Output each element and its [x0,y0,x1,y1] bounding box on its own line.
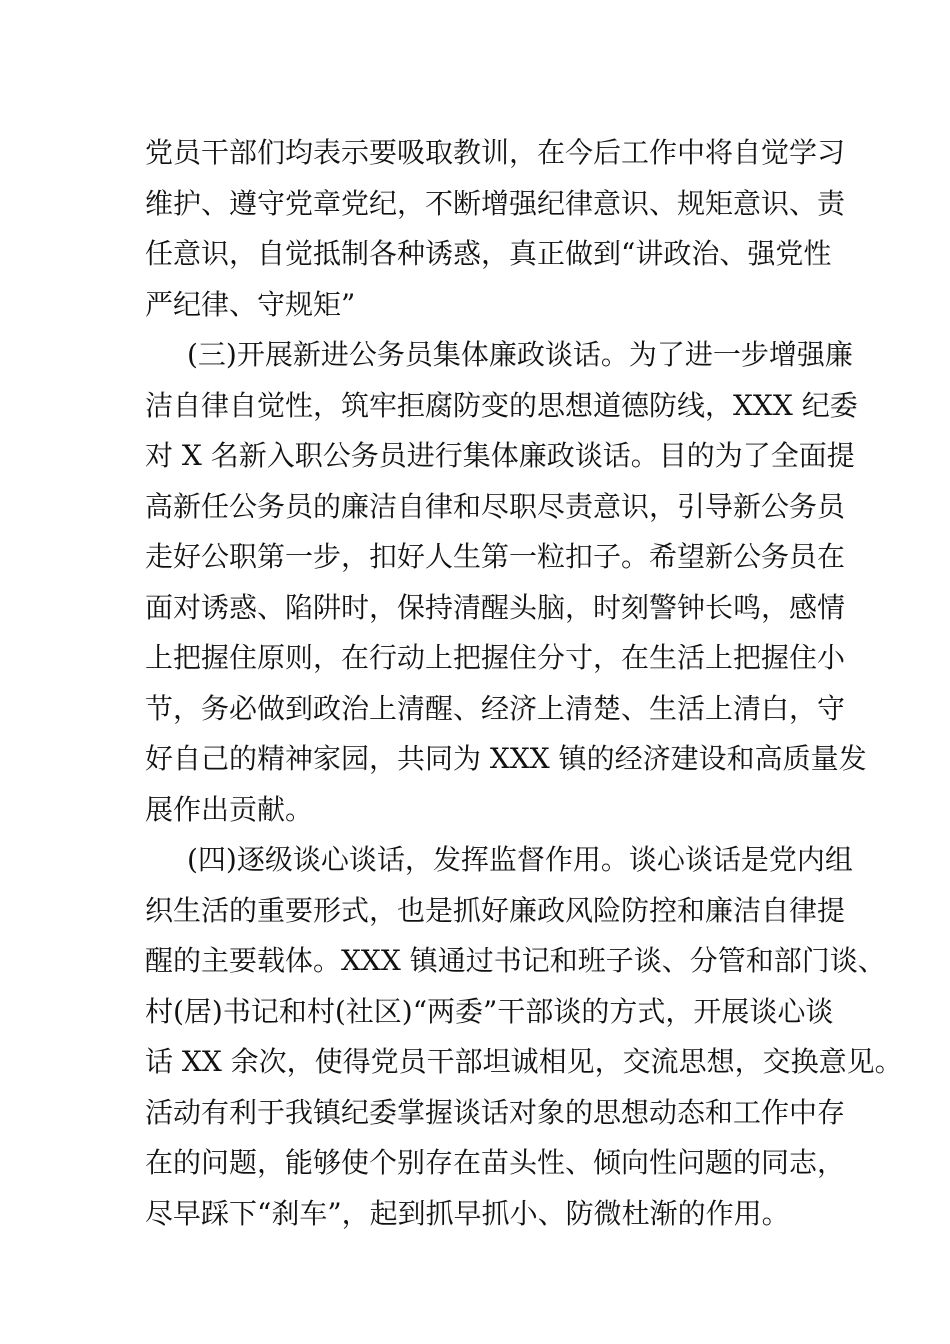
text-line: 活动有利于我镇纪委掌握谈话对象的思想动态和工作中存 [145,1095,846,1129]
text-line: 党员干部们均表示要吸取教训，在今后工作中将自觉学习 [145,136,846,169]
text-line: 尽早踩下“刹车”，起到抓早抓小、防微杜渐的作用。 [145,1196,790,1230]
text-line: 上把握住原则，在行动上把握住分寸，在生活上把握住小 [145,641,846,674]
section-three-heading-line: (三)开展新进公务员集体廉政谈话。为了进一步增强廉 [187,338,853,371]
text-line: 高新任公务员的廉洁自律和尽职尽责意识，引导新公务员 [145,489,846,523]
body-text [145,128,903,1239]
text-line: 醒的主要载体。XXX 镇通过书记和班子谈、分管和部门谈、 [145,944,886,977]
text-line: 面对诱惑、陷阱时，保持清醒头脑，时刻警钟长鸣，感情 [145,590,846,624]
text-line: 维护、遵守党章党纪，不断增强纪律意识、规矩意识、责 [145,186,846,220]
text-line: 任意识，自觉抵制各种诱惑，真正做到“讲政治、强党性 [145,237,832,270]
text-line: 走好公职第一步，扣好人生第一粒扣子。希望新公务员在 [145,540,846,573]
text-line: 好自己的精神家园，共同为 XXX 镇的经济建设和高质量发 [145,742,867,775]
text-line: 洁自律自觉性，筑牢拒腐防变的思想道德防线，XXX 纪委 [145,388,858,422]
text-line: 话 XX 余次，使得党员干部坦诚相见，交流思想，交换意见。 [145,1045,903,1078]
text-line: 在的问题，能够使个别存在苗头性、倾向性问题的同志， [145,1146,846,1179]
text-line: 展作出贡献。 [145,792,314,826]
text-line: 村(居)书记和村(社区)“两委”干部谈的方式，开展谈心谈 [145,994,834,1028]
text-line: 对 X 名新入职公务员进行集体廉政谈话。目的为了全面提 [145,439,855,472]
text-line: 织生活的重要形式，也是抓好廉政风险防控和廉洁自律提 [145,893,846,927]
text-line: 节，务必做到政治上清醒、经济上清楚、生活上清白，守 [145,691,846,725]
text-line: 严纪律、守规矩” [145,287,356,321]
section-four-heading-line: (四)逐级谈心谈话，发挥监督作用。谈心谈话是党内组 [187,843,853,876]
